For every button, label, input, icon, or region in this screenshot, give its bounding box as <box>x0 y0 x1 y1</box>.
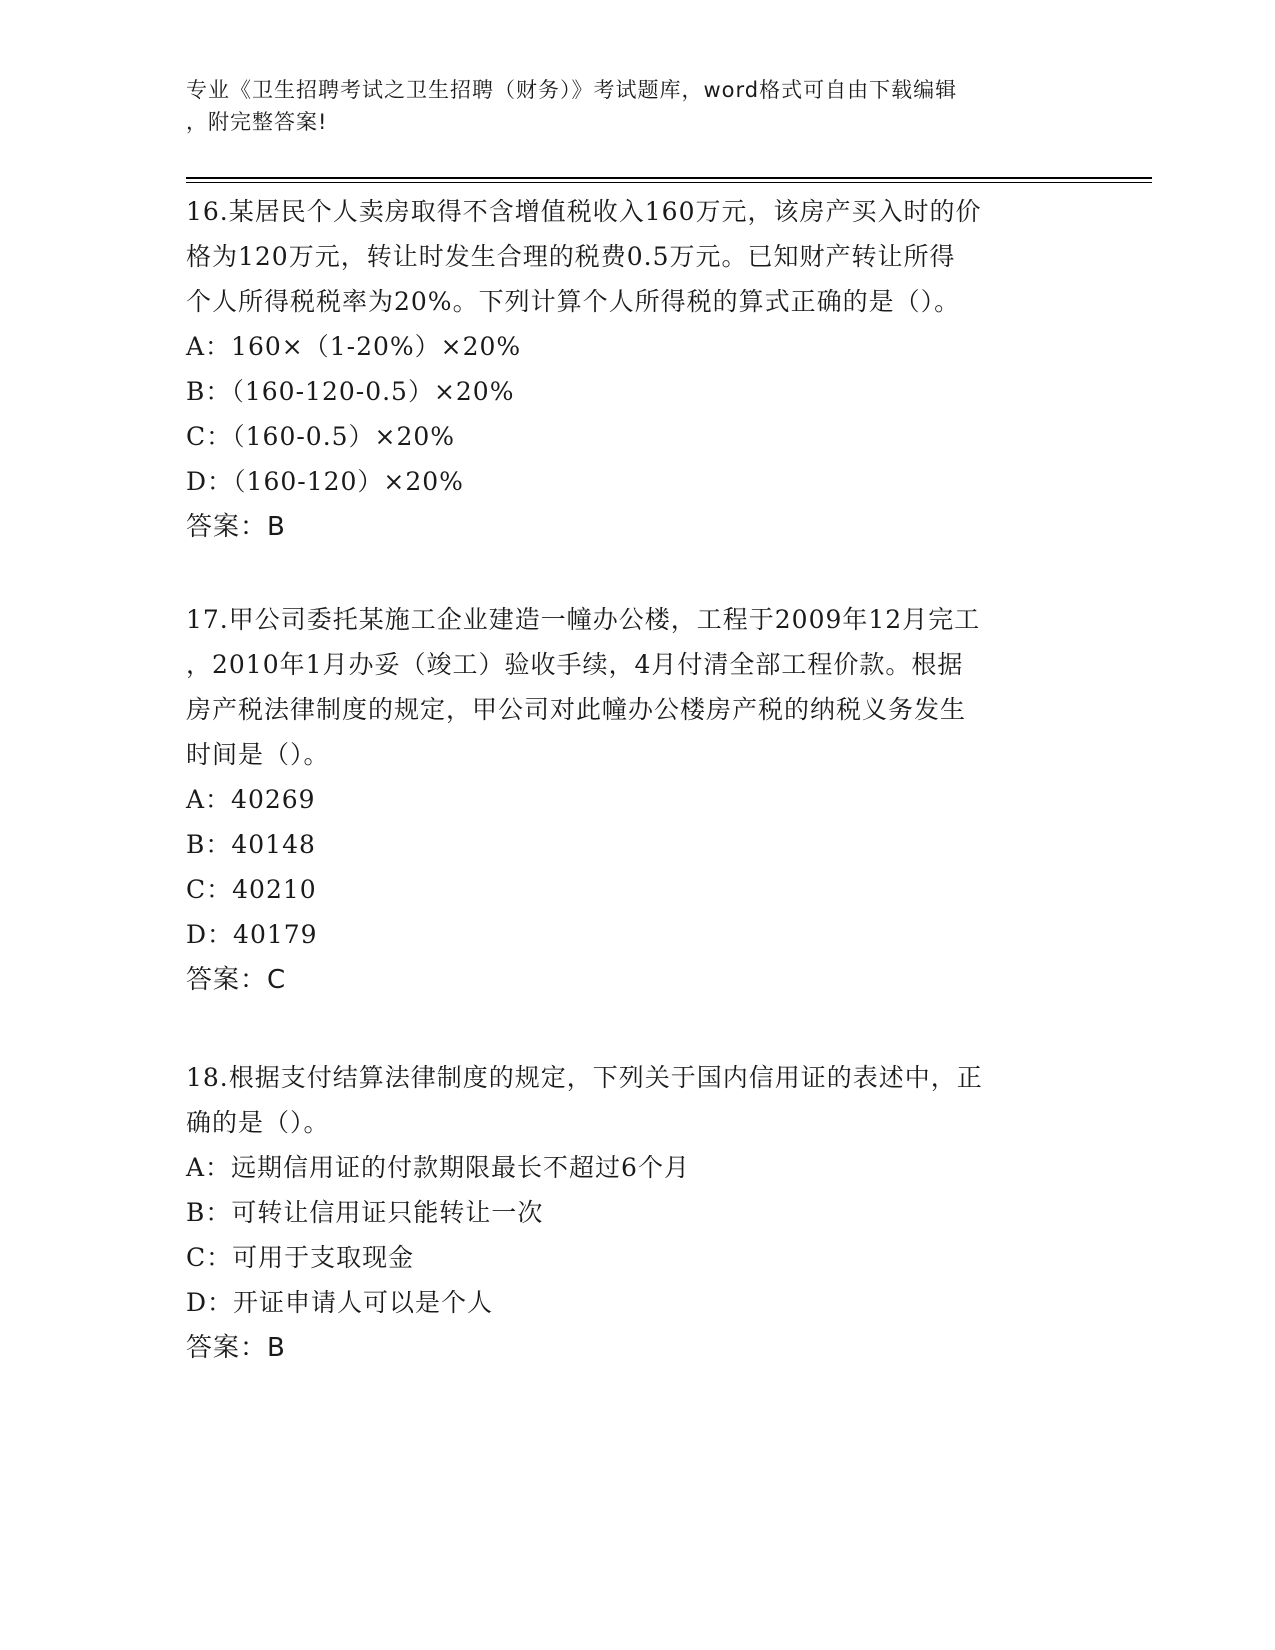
stem-line: ，2010年1月办妥（竣工）验收手续，4月付清全部工程价款。根据 <box>186 650 964 679</box>
option-c: C：（160-0.5）×20% <box>186 422 456 451</box>
header-divider-thick <box>186 177 1152 179</box>
stem-line: 时间是（）。 <box>186 740 330 769</box>
document-header <box>186 74 1076 138</box>
stem-line: 房产税法律制度的规定，甲公司对此幢办公楼房产税的纳税义务发生 <box>186 695 967 724</box>
stem-line: 16.某居民个人卖房取得不含增值税收入160万元，该房产买入时的价 <box>186 197 982 226</box>
option-b: B：可转让信用证只能转让一次 <box>186 1198 544 1227</box>
header-line-2: ，附完整答案! <box>186 110 328 134</box>
header-line-1: 专业《卫生招聘考试之卫生招聘（财务）》考试题库，word格式可自由下载编辑 <box>186 78 958 102</box>
question-17 <box>186 597 1086 1003</box>
header-divider-thin <box>186 182 1152 183</box>
stem-line: 个人所得税税率为20%。下列计算个人所得税的算式正确的是（）。 <box>186 287 961 316</box>
stem-line: 18.根据支付结算法律制度的规定，下列关于国内信用证的表述中，正 <box>186 1063 983 1092</box>
option-d: D：40179 <box>186 920 318 949</box>
option-d: D：开证申请人可以是个人 <box>186 1288 494 1317</box>
stem-line: 17.甲公司委托某施工企业建造一幢办公楼，工程于2009年12月完工 <box>186 605 981 634</box>
question-16 <box>186 189 1086 550</box>
option-a: A：40269 <box>186 785 316 814</box>
stem-line: 格为120万元，转让时发生合理的税费0.5万元。已知财产转让所得 <box>186 242 956 271</box>
option-c: C：40210 <box>186 875 317 904</box>
answer-line: 答案：C <box>186 965 287 995</box>
question-stem <box>186 597 1086 777</box>
question-stem <box>186 189 1086 324</box>
option-a: A：远期信用证的付款期限最长不超过6个月 <box>186 1153 690 1182</box>
answer-line: 答案：B <box>186 512 286 542</box>
option-d: D：（160-120）×20% <box>186 467 464 496</box>
answer-line: 答案：B <box>186 1333 286 1363</box>
option-b: B：（160-120-0.5）×20% <box>186 377 515 406</box>
question-18 <box>186 1055 1086 1371</box>
option-a: A：160×（1-20%）×20% <box>186 332 522 361</box>
stem-line: 确的是（）。 <box>186 1108 330 1137</box>
question-stem <box>186 1055 1086 1145</box>
option-b: B：40148 <box>186 830 316 859</box>
option-c: C：可用于支取现金 <box>186 1243 415 1272</box>
